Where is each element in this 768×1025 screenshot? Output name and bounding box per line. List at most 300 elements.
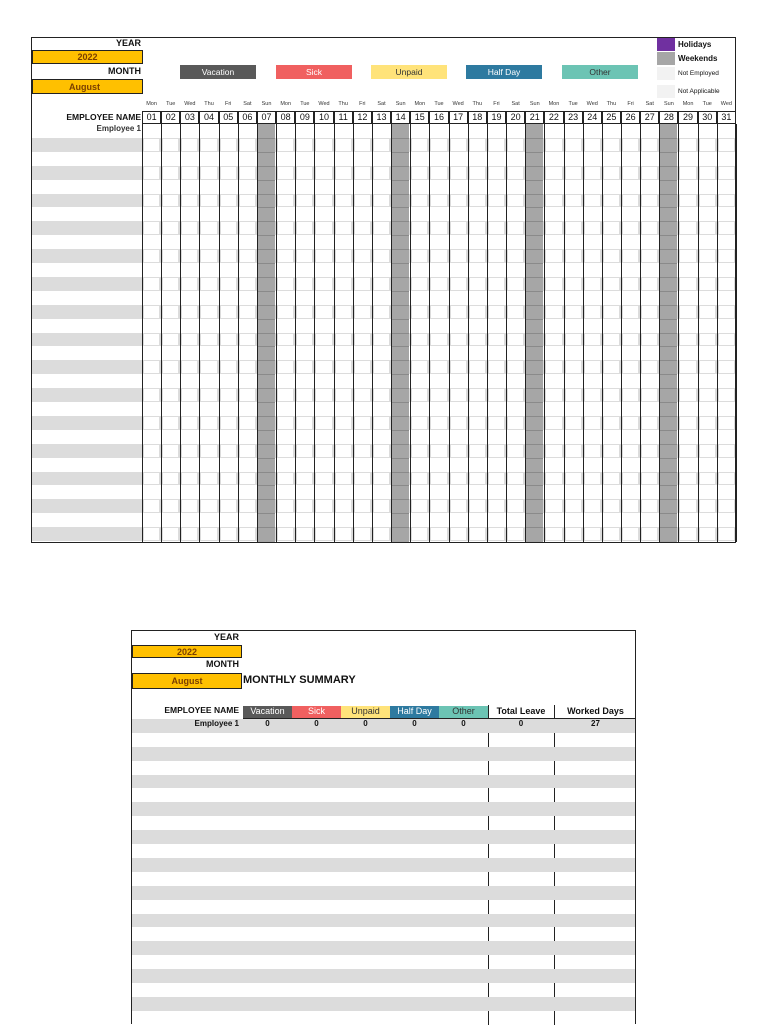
attendance-cell[interactable] bbox=[355, 306, 370, 318]
attendance-cell[interactable] bbox=[221, 486, 236, 498]
attendance-cell[interactable] bbox=[355, 236, 370, 248]
attendance-cell[interactable] bbox=[144, 375, 159, 387]
attendance-cell[interactable] bbox=[546, 320, 561, 332]
attendance-cell[interactable] bbox=[240, 361, 255, 373]
attendance-cell[interactable] bbox=[182, 473, 197, 485]
attendance-cell[interactable] bbox=[508, 167, 523, 179]
attendance-cell[interactable] bbox=[642, 389, 657, 401]
attendance-cell[interactable] bbox=[451, 473, 466, 485]
attendance-cell[interactable] bbox=[163, 181, 178, 193]
attendance-cell[interactable] bbox=[451, 292, 466, 304]
attendance-cell[interactable] bbox=[316, 236, 331, 248]
attendance-cell[interactable] bbox=[470, 181, 485, 193]
attendance-cell[interactable] bbox=[451, 514, 466, 526]
attendance-cell[interactable] bbox=[182, 250, 197, 262]
attendance-cell[interactable] bbox=[604, 222, 619, 234]
attendance-cell[interactable] bbox=[680, 139, 695, 151]
attendance-cell[interactable] bbox=[182, 222, 197, 234]
attendance-cell[interactable] bbox=[316, 208, 331, 220]
attendance-cell[interactable] bbox=[297, 222, 312, 234]
attendance-cell[interactable] bbox=[451, 181, 466, 193]
attendance-cell[interactable] bbox=[642, 320, 657, 332]
attendance-cell[interactable] bbox=[240, 514, 255, 526]
attendance-cell[interactable] bbox=[316, 375, 331, 387]
attendance-cell[interactable] bbox=[182, 292, 197, 304]
attendance-cell[interactable] bbox=[144, 473, 159, 485]
attendance-cell[interactable] bbox=[451, 486, 466, 498]
attendance-cell[interactable] bbox=[412, 139, 427, 151]
attendance-cell[interactable] bbox=[412, 514, 427, 526]
attendance-cell[interactable] bbox=[451, 222, 466, 234]
attendance-cell[interactable] bbox=[355, 264, 370, 276]
attendance-cell[interactable] bbox=[278, 486, 293, 498]
attendance-cell[interactable] bbox=[719, 514, 734, 526]
attendance-cell[interactable] bbox=[470, 486, 485, 498]
attendance-cell[interactable] bbox=[163, 250, 178, 262]
summary-month-field[interactable]: August bbox=[132, 673, 242, 689]
attendance-cell[interactable] bbox=[489, 250, 504, 262]
attendance-cell[interactable] bbox=[604, 125, 619, 137]
attendance-cell[interactable] bbox=[316, 403, 331, 415]
attendance-cell[interactable] bbox=[374, 445, 389, 457]
attendance-cell[interactable] bbox=[278, 250, 293, 262]
attendance-cell[interactable] bbox=[316, 264, 331, 276]
attendance-cell[interactable] bbox=[604, 361, 619, 373]
attendance-cell[interactable] bbox=[566, 445, 581, 457]
attendance-cell[interactable] bbox=[163, 361, 178, 373]
attendance-cell[interactable] bbox=[144, 403, 159, 415]
attendance-cell[interactable] bbox=[546, 195, 561, 207]
attendance-cell[interactable] bbox=[623, 306, 638, 318]
attendance-cell[interactable] bbox=[278, 153, 293, 165]
attendance-cell[interactable] bbox=[182, 167, 197, 179]
attendance-cell[interactable] bbox=[623, 125, 638, 137]
attendance-cell[interactable] bbox=[604, 486, 619, 498]
attendance-cell[interactable] bbox=[642, 431, 657, 443]
attendance-cell[interactable] bbox=[585, 486, 600, 498]
attendance-cell[interactable] bbox=[700, 153, 715, 165]
attendance-cell[interactable] bbox=[201, 473, 216, 485]
attendance-cell[interactable] bbox=[489, 181, 504, 193]
attendance-cell[interactable] bbox=[316, 125, 331, 137]
attendance-cell[interactable] bbox=[508, 389, 523, 401]
summary-year-field[interactable]: 2022 bbox=[132, 645, 242, 658]
attendance-cell[interactable] bbox=[163, 320, 178, 332]
attendance-cell[interactable] bbox=[374, 403, 389, 415]
attendance-cell[interactable] bbox=[374, 153, 389, 165]
attendance-cell[interactable] bbox=[623, 222, 638, 234]
attendance-cell[interactable] bbox=[355, 445, 370, 457]
attendance-cell[interactable] bbox=[585, 375, 600, 387]
attendance-cell[interactable] bbox=[489, 403, 504, 415]
attendance-cell[interactable] bbox=[642, 306, 657, 318]
attendance-cell[interactable] bbox=[221, 528, 236, 540]
attendance-cell[interactable] bbox=[201, 528, 216, 540]
attendance-cell[interactable] bbox=[221, 181, 236, 193]
year-field[interactable]: 2022 bbox=[32, 50, 143, 64]
attendance-cell[interactable] bbox=[144, 334, 159, 346]
attendance-cell[interactable] bbox=[470, 167, 485, 179]
attendance-cell[interactable] bbox=[680, 459, 695, 471]
attendance-cell[interactable] bbox=[163, 431, 178, 443]
attendance-cell[interactable] bbox=[240, 153, 255, 165]
attendance-cell[interactable] bbox=[182, 153, 197, 165]
attendance-cell[interactable] bbox=[431, 250, 446, 262]
attendance-cell[interactable] bbox=[144, 417, 159, 429]
attendance-cell[interactable] bbox=[240, 486, 255, 498]
attendance-cell[interactable] bbox=[182, 278, 197, 290]
attendance-cell[interactable] bbox=[240, 306, 255, 318]
attendance-cell[interactable] bbox=[278, 292, 293, 304]
attendance-cell[interactable] bbox=[431, 375, 446, 387]
attendance-cell[interactable] bbox=[336, 236, 351, 248]
attendance-cell[interactable] bbox=[355, 153, 370, 165]
attendance-cell[interactable] bbox=[374, 375, 389, 387]
attendance-cell[interactable] bbox=[566, 459, 581, 471]
attendance-cell[interactable] bbox=[144, 278, 159, 290]
attendance-cell[interactable] bbox=[508, 320, 523, 332]
attendance-cell[interactable] bbox=[642, 250, 657, 262]
attendance-cell[interactable] bbox=[623, 250, 638, 262]
attendance-cell[interactable] bbox=[278, 181, 293, 193]
attendance-cell[interactable] bbox=[623, 445, 638, 457]
attendance-cell[interactable] bbox=[316, 431, 331, 443]
attendance-cell[interactable] bbox=[355, 403, 370, 415]
attendance-cell[interactable] bbox=[221, 334, 236, 346]
attendance-cell[interactable] bbox=[182, 445, 197, 457]
attendance-cell[interactable] bbox=[374, 459, 389, 471]
attendance-cell[interactable] bbox=[336, 459, 351, 471]
attendance-cell[interactable] bbox=[144, 306, 159, 318]
attendance-cell[interactable] bbox=[412, 486, 427, 498]
attendance-cell[interactable] bbox=[163, 403, 178, 415]
attendance-cell[interactable] bbox=[642, 445, 657, 457]
attendance-cell[interactable] bbox=[623, 431, 638, 443]
attendance-cell[interactable] bbox=[508, 334, 523, 346]
attendance-cell[interactable] bbox=[431, 222, 446, 234]
attendance-cell[interactable] bbox=[546, 181, 561, 193]
attendance-cell[interactable] bbox=[700, 125, 715, 137]
attendance-cell[interactable] bbox=[546, 236, 561, 248]
attendance-cell[interactable] bbox=[700, 417, 715, 429]
attendance-cell[interactable] bbox=[585, 514, 600, 526]
attendance-cell[interactable] bbox=[546, 459, 561, 471]
attendance-cell[interactable] bbox=[278, 389, 293, 401]
attendance-cell[interactable] bbox=[297, 306, 312, 318]
attendance-cell[interactable] bbox=[278, 125, 293, 137]
attendance-cell[interactable] bbox=[355, 250, 370, 262]
attendance-cell[interactable] bbox=[508, 514, 523, 526]
attendance-cell[interactable] bbox=[412, 528, 427, 540]
attendance-cell[interactable] bbox=[355, 431, 370, 443]
attendance-cell[interactable] bbox=[297, 473, 312, 485]
attendance-cell[interactable] bbox=[336, 334, 351, 346]
attendance-cell[interactable] bbox=[566, 195, 581, 207]
attendance-cell[interactable] bbox=[278, 459, 293, 471]
attendance-cell[interactable] bbox=[680, 375, 695, 387]
attendance-cell[interactable] bbox=[355, 500, 370, 512]
attendance-cell[interactable] bbox=[412, 361, 427, 373]
attendance-cell[interactable] bbox=[719, 208, 734, 220]
attendance-cell[interactable] bbox=[278, 334, 293, 346]
attendance-cell[interactable] bbox=[278, 375, 293, 387]
attendance-cell[interactable] bbox=[412, 334, 427, 346]
attendance-cell[interactable] bbox=[278, 222, 293, 234]
attendance-cell[interactable] bbox=[240, 375, 255, 387]
attendance-cell[interactable] bbox=[431, 278, 446, 290]
attendance-cell[interactable] bbox=[604, 334, 619, 346]
attendance-cell[interactable] bbox=[700, 208, 715, 220]
attendance-cell[interactable] bbox=[585, 403, 600, 415]
attendance-cell[interactable] bbox=[623, 389, 638, 401]
attendance-cell[interactable] bbox=[144, 320, 159, 332]
attendance-cell[interactable] bbox=[642, 292, 657, 304]
attendance-cell[interactable] bbox=[642, 195, 657, 207]
attendance-cell[interactable] bbox=[431, 181, 446, 193]
attendance-cell[interactable] bbox=[431, 361, 446, 373]
attendance-cell[interactable] bbox=[201, 403, 216, 415]
attendance-cell[interactable] bbox=[604, 153, 619, 165]
attendance-cell[interactable] bbox=[431, 389, 446, 401]
attendance-cell[interactable] bbox=[719, 431, 734, 443]
attendance-cell[interactable] bbox=[355, 334, 370, 346]
attendance-cell[interactable] bbox=[719, 334, 734, 346]
attendance-cell[interactable] bbox=[240, 125, 255, 137]
attendance-cell[interactable] bbox=[642, 459, 657, 471]
attendance-cell[interactable] bbox=[374, 473, 389, 485]
attendance-cell[interactable] bbox=[719, 486, 734, 498]
attendance-cell[interactable] bbox=[470, 514, 485, 526]
attendance-cell[interactable] bbox=[201, 153, 216, 165]
attendance-cell[interactable] bbox=[240, 334, 255, 346]
attendance-cell[interactable] bbox=[546, 361, 561, 373]
attendance-cell[interactable] bbox=[144, 181, 159, 193]
attendance-cell[interactable] bbox=[546, 264, 561, 276]
attendance-cell[interactable] bbox=[240, 236, 255, 248]
attendance-cell[interactable] bbox=[546, 222, 561, 234]
attendance-cell[interactable] bbox=[316, 445, 331, 457]
attendance-cell[interactable] bbox=[489, 278, 504, 290]
attendance-cell[interactable] bbox=[700, 445, 715, 457]
attendance-cell[interactable] bbox=[566, 528, 581, 540]
attendance-cell[interactable] bbox=[489, 195, 504, 207]
attendance-cell[interactable] bbox=[374, 236, 389, 248]
attendance-cell[interactable] bbox=[412, 347, 427, 359]
attendance-cell[interactable] bbox=[623, 347, 638, 359]
attendance-cell[interactable] bbox=[240, 208, 255, 220]
attendance-cell[interactable] bbox=[604, 403, 619, 415]
attendance-cell[interactable] bbox=[680, 389, 695, 401]
attendance-cell[interactable] bbox=[221, 375, 236, 387]
attendance-cell[interactable] bbox=[182, 403, 197, 415]
attendance-cell[interactable] bbox=[489, 417, 504, 429]
attendance-cell[interactable] bbox=[163, 459, 178, 471]
attendance-cell[interactable] bbox=[163, 347, 178, 359]
attendance-cell[interactable] bbox=[546, 153, 561, 165]
attendance-cell[interactable] bbox=[431, 208, 446, 220]
attendance-cell[interactable] bbox=[508, 125, 523, 137]
attendance-cell[interactable] bbox=[374, 389, 389, 401]
attendance-cell[interactable] bbox=[566, 125, 581, 137]
attendance-cell[interactable] bbox=[182, 514, 197, 526]
attendance-cell[interactable] bbox=[144, 459, 159, 471]
attendance-cell[interactable] bbox=[336, 375, 351, 387]
attendance-cell[interactable] bbox=[451, 445, 466, 457]
attendance-cell[interactable] bbox=[680, 195, 695, 207]
attendance-cell[interactable] bbox=[163, 445, 178, 457]
attendance-cell[interactable] bbox=[431, 306, 446, 318]
attendance-cell[interactable] bbox=[221, 445, 236, 457]
attendance-cell[interactable] bbox=[163, 125, 178, 137]
attendance-cell[interactable] bbox=[566, 389, 581, 401]
attendance-cell[interactable] bbox=[297, 347, 312, 359]
attendance-cell[interactable] bbox=[585, 306, 600, 318]
attendance-cell[interactable] bbox=[163, 264, 178, 276]
attendance-cell[interactable] bbox=[623, 139, 638, 151]
attendance-cell[interactable] bbox=[546, 139, 561, 151]
attendance-cell[interactable] bbox=[566, 320, 581, 332]
attendance-cell[interactable] bbox=[144, 486, 159, 498]
attendance-cell[interactable] bbox=[182, 208, 197, 220]
attendance-cell[interactable] bbox=[508, 500, 523, 512]
attendance-cell[interactable] bbox=[336, 139, 351, 151]
attendance-cell[interactable] bbox=[451, 375, 466, 387]
attendance-cell[interactable] bbox=[240, 222, 255, 234]
attendance-cell[interactable] bbox=[546, 403, 561, 415]
attendance-cell[interactable] bbox=[680, 181, 695, 193]
attendance-cell[interactable] bbox=[163, 139, 178, 151]
attendance-cell[interactable] bbox=[719, 181, 734, 193]
attendance-cell[interactable] bbox=[719, 139, 734, 151]
attendance-cell[interactable] bbox=[470, 139, 485, 151]
attendance-cell[interactable] bbox=[470, 320, 485, 332]
attendance-cell[interactable] bbox=[604, 306, 619, 318]
attendance-cell[interactable] bbox=[412, 167, 427, 179]
attendance-cell[interactable] bbox=[719, 222, 734, 234]
attendance-cell[interactable] bbox=[221, 473, 236, 485]
attendance-cell[interactable] bbox=[451, 153, 466, 165]
attendance-cell[interactable] bbox=[374, 417, 389, 429]
attendance-cell[interactable] bbox=[297, 167, 312, 179]
attendance-cell[interactable] bbox=[355, 139, 370, 151]
attendance-cell[interactable] bbox=[680, 167, 695, 179]
attendance-cell[interactable] bbox=[201, 250, 216, 262]
attendance-cell[interactable] bbox=[240, 264, 255, 276]
attendance-cell[interactable] bbox=[508, 236, 523, 248]
attendance-cell[interactable] bbox=[508, 278, 523, 290]
attendance-cell[interactable] bbox=[680, 514, 695, 526]
attendance-cell[interactable] bbox=[297, 514, 312, 526]
attendance-cell[interactable] bbox=[182, 195, 197, 207]
attendance-cell[interactable] bbox=[297, 403, 312, 415]
attendance-cell[interactable] bbox=[470, 195, 485, 207]
attendance-cell[interactable] bbox=[182, 125, 197, 137]
attendance-cell[interactable] bbox=[144, 389, 159, 401]
attendance-cell[interactable] bbox=[566, 361, 581, 373]
attendance-cell[interactable] bbox=[451, 459, 466, 471]
attendance-cell[interactable] bbox=[297, 431, 312, 443]
attendance-cell[interactable] bbox=[297, 445, 312, 457]
attendance-cell[interactable] bbox=[336, 208, 351, 220]
attendance-cell[interactable] bbox=[431, 195, 446, 207]
attendance-cell[interactable] bbox=[412, 473, 427, 485]
attendance-cell[interactable] bbox=[470, 125, 485, 137]
attendance-cell[interactable] bbox=[374, 292, 389, 304]
attendance-cell[interactable] bbox=[604, 389, 619, 401]
attendance-cell[interactable] bbox=[182, 389, 197, 401]
attendance-cell[interactable] bbox=[278, 306, 293, 318]
attendance-cell[interactable] bbox=[508, 292, 523, 304]
attendance-cell[interactable] bbox=[585, 459, 600, 471]
attendance-cell[interactable] bbox=[642, 375, 657, 387]
attendance-cell[interactable] bbox=[336, 403, 351, 415]
attendance-cell[interactable] bbox=[144, 222, 159, 234]
attendance-cell[interactable] bbox=[412, 431, 427, 443]
attendance-cell[interactable] bbox=[508, 139, 523, 151]
attendance-cell[interactable] bbox=[336, 528, 351, 540]
attendance-cell[interactable] bbox=[221, 208, 236, 220]
attendance-cell[interactable] bbox=[240, 139, 255, 151]
attendance-cell[interactable] bbox=[316, 514, 331, 526]
attendance-cell[interactable] bbox=[451, 167, 466, 179]
attendance-cell[interactable] bbox=[489, 486, 504, 498]
attendance-cell[interactable] bbox=[566, 208, 581, 220]
attendance-cell[interactable] bbox=[604, 473, 619, 485]
attendance-cell[interactable] bbox=[201, 486, 216, 498]
attendance-cell[interactable] bbox=[451, 236, 466, 248]
attendance-cell[interactable] bbox=[374, 125, 389, 137]
attendance-cell[interactable] bbox=[585, 389, 600, 401]
attendance-cell[interactable] bbox=[566, 153, 581, 165]
attendance-cell[interactable] bbox=[585, 473, 600, 485]
attendance-cell[interactable] bbox=[585, 292, 600, 304]
attendance-cell[interactable] bbox=[144, 250, 159, 262]
month-field[interactable]: August bbox=[32, 79, 143, 94]
attendance-cell[interactable] bbox=[680, 528, 695, 540]
attendance-cell[interactable] bbox=[297, 264, 312, 276]
attendance-cell[interactable] bbox=[585, 125, 600, 137]
attendance-cell[interactable] bbox=[201, 445, 216, 457]
attendance-cell[interactable] bbox=[278, 417, 293, 429]
attendance-cell[interactable] bbox=[336, 445, 351, 457]
attendance-cell[interactable] bbox=[508, 417, 523, 429]
attendance-cell[interactable] bbox=[412, 250, 427, 262]
attendance-cell[interactable] bbox=[144, 445, 159, 457]
attendance-cell[interactable] bbox=[642, 347, 657, 359]
attendance-cell[interactable] bbox=[700, 389, 715, 401]
attendance-cell[interactable] bbox=[163, 417, 178, 429]
attendance-cell[interactable] bbox=[642, 167, 657, 179]
attendance-cell[interactable] bbox=[201, 334, 216, 346]
attendance-cell[interactable] bbox=[221, 347, 236, 359]
attendance-cell[interactable] bbox=[182, 417, 197, 429]
attendance-cell[interactable] bbox=[297, 139, 312, 151]
attendance-cell[interactable] bbox=[680, 500, 695, 512]
attendance-cell[interactable] bbox=[680, 125, 695, 137]
attendance-cell[interactable] bbox=[316, 334, 331, 346]
attendance-cell[interactable] bbox=[431, 334, 446, 346]
attendance-cell[interactable] bbox=[374, 347, 389, 359]
attendance-cell[interactable] bbox=[278, 167, 293, 179]
attendance-cell[interactable] bbox=[700, 139, 715, 151]
attendance-cell[interactable] bbox=[489, 389, 504, 401]
attendance-cell[interactable] bbox=[680, 347, 695, 359]
attendance-cell[interactable] bbox=[508, 528, 523, 540]
attendance-cell[interactable] bbox=[374, 167, 389, 179]
attendance-cell[interactable] bbox=[623, 181, 638, 193]
attendance-cell[interactable] bbox=[719, 167, 734, 179]
attendance-cell[interactable] bbox=[240, 403, 255, 415]
